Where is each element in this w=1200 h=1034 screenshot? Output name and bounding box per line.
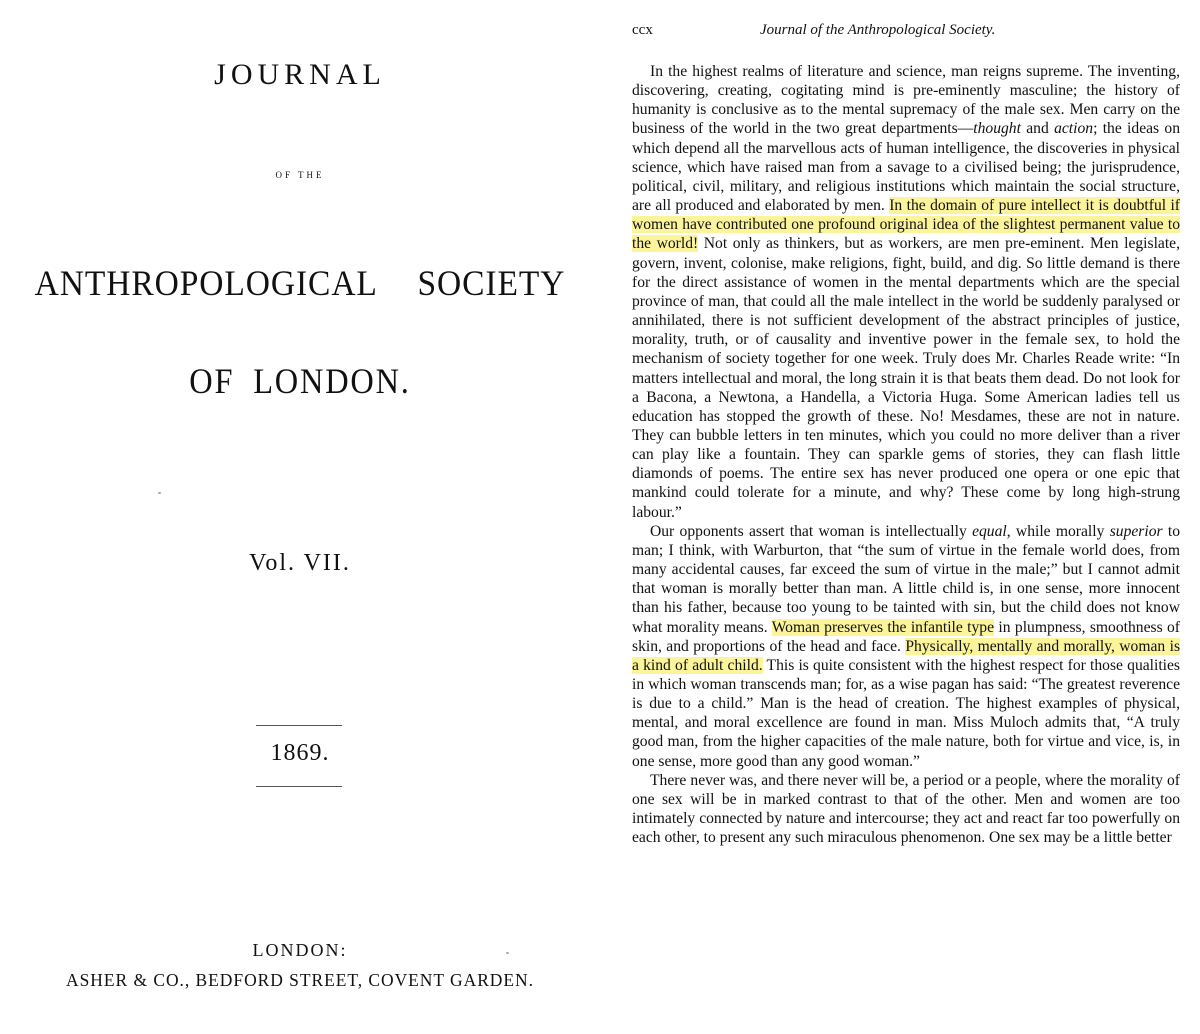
print-speck — [158, 492, 161, 494]
publication-year: 1869. — [270, 740, 330, 766]
rule-above-year — [256, 725, 342, 726]
text-run: and — [1020, 120, 1055, 138]
italic-term: superior — [1109, 522, 1163, 540]
text-run: This is quite consistent with the highest respect for those qualities in which woman transcends man; for, as a wise pagan has said: “The greatest reverence is due to a child.” Man is the head of creation. The highest examples of physical, mental, and moral excellence are found in man. Miss Muloch admits that, “A truly good man, from the higher capacities of the male nature, both for virtue and vice, is, in one sense, more good than any good woman.” — [632, 656, 1180, 770]
rule-below-year — [256, 786, 342, 787]
title-of-the: OF THE — [275, 170, 325, 180]
paragraph — [632, 62, 1180, 522]
imprint-city: LONDON: — [252, 940, 348, 960]
text-run: in plumpness, smoothness of skin, and proportions of the head and face. — [632, 618, 1180, 655]
title-society: ANTHROPOLOGICAL SOCIETY — [34, 263, 566, 303]
body-text — [632, 62, 1180, 847]
paragraph: There never was, and there never will be, a period or a people, where the morality of one sex will be in marked contrast to that of the other. Men and women are too intimately connected by nature and intercourse; they act and react far too powerfully on each other, to present any such miraculous phenomenon. One sex may be a little better — [632, 771, 1180, 847]
title-journal: JOURNAL — [214, 58, 386, 91]
page-header — [632, 22, 1152, 44]
print-speck — [506, 952, 509, 954]
text-run: In the highest realms of literature and science, man reigns supreme. The inventing, discovering, creating, cogitating mind is pre-eminently masculine; the history of humanity is conclusive as to the mental supremacy of the male sex. Men carry on the business of the world in the two great departments— — [632, 63, 1180, 138]
highlighted-passage: In the domain of pure intellect it is doubtful if women have contributed one profound original idea of the slightest permanent value to the world! — [632, 197, 1180, 253]
italic-term: action — [1054, 120, 1094, 138]
italic-term: thought — [973, 120, 1021, 138]
text-run: Not only as thinkers, but as workers, are men pre-eminent. Men legislate, govern, invent, colonise, make religions, fight, build, and dig. So little demand is there for the direct assistance of women in the mental departments which are the special province of man, that could all the male intellect in the world be suddenly paralysed or annihilated, there is not sufficient development of the abstract principles of justice, morality, truth, or of causality and inventive power in the female sex, to hold the mechanism of society together for one week. Truly does Mr. Charles Reade write: “In matters intellectual and moral, the long strain it is that beats them dead. Do not look for a Bacona, a Newtona, a Handella, a Victoria Huga. Some American ladies tell us education has stopped the growth of these. No! Mesdames, these are not in nature. They can bubble letters in ten minutes, which you could no more deliver than a river can play like a fountain. They can sparkle gems of stories, they can flash little diamonds of poems. The entire sex has never produced one opera or one epic that mankind could tolerate for a minute, and why? These come by long high-strung labour.” — [632, 235, 1180, 521]
title-of-london: OF LONDON. — [189, 361, 411, 401]
text-run: to man; I think, with Warburton, that “the sum of virtue in the female world does, from many accidental causes, far exceed the sum of virtue in the male;” but I cannot admit that woman is morally better than man. A little child is, in one sense, more innocent than his father, because too young to be tainted with sin, but the child does not know what morality means. — [632, 522, 1180, 636]
text-run: ; the ideas on which depend all the marvellous acts of human intelligence, the discoveries in physical science, which have raised man from a savage to a civilised being; the jurisprudence, political, civil, military, and religious institutions which maintain the social structure, are all produced and elaborated by men. — [632, 120, 1181, 215]
page-folio: ccx — [632, 22, 653, 38]
highlighted-passage: Physically, mentally and morally, woman is a kind of adult child. — [632, 637, 1181, 674]
highlighted-passage: Woman preserves the infantile type — [771, 618, 995, 636]
running-head: Journal of the Anthropological Society. — [760, 22, 996, 38]
volume-number: Vol. VII. — [249, 550, 351, 576]
text-run: Our opponents assert that woman is intellectually — [650, 522, 973, 540]
imprint-publisher: ASHER & CO., BEDFORD STREET, COVENT GARDEN. — [66, 970, 534, 990]
text-run: , while morally — [1006, 522, 1110, 540]
paragraph — [632, 522, 1180, 771]
italic-term: equal — [972, 522, 1007, 540]
